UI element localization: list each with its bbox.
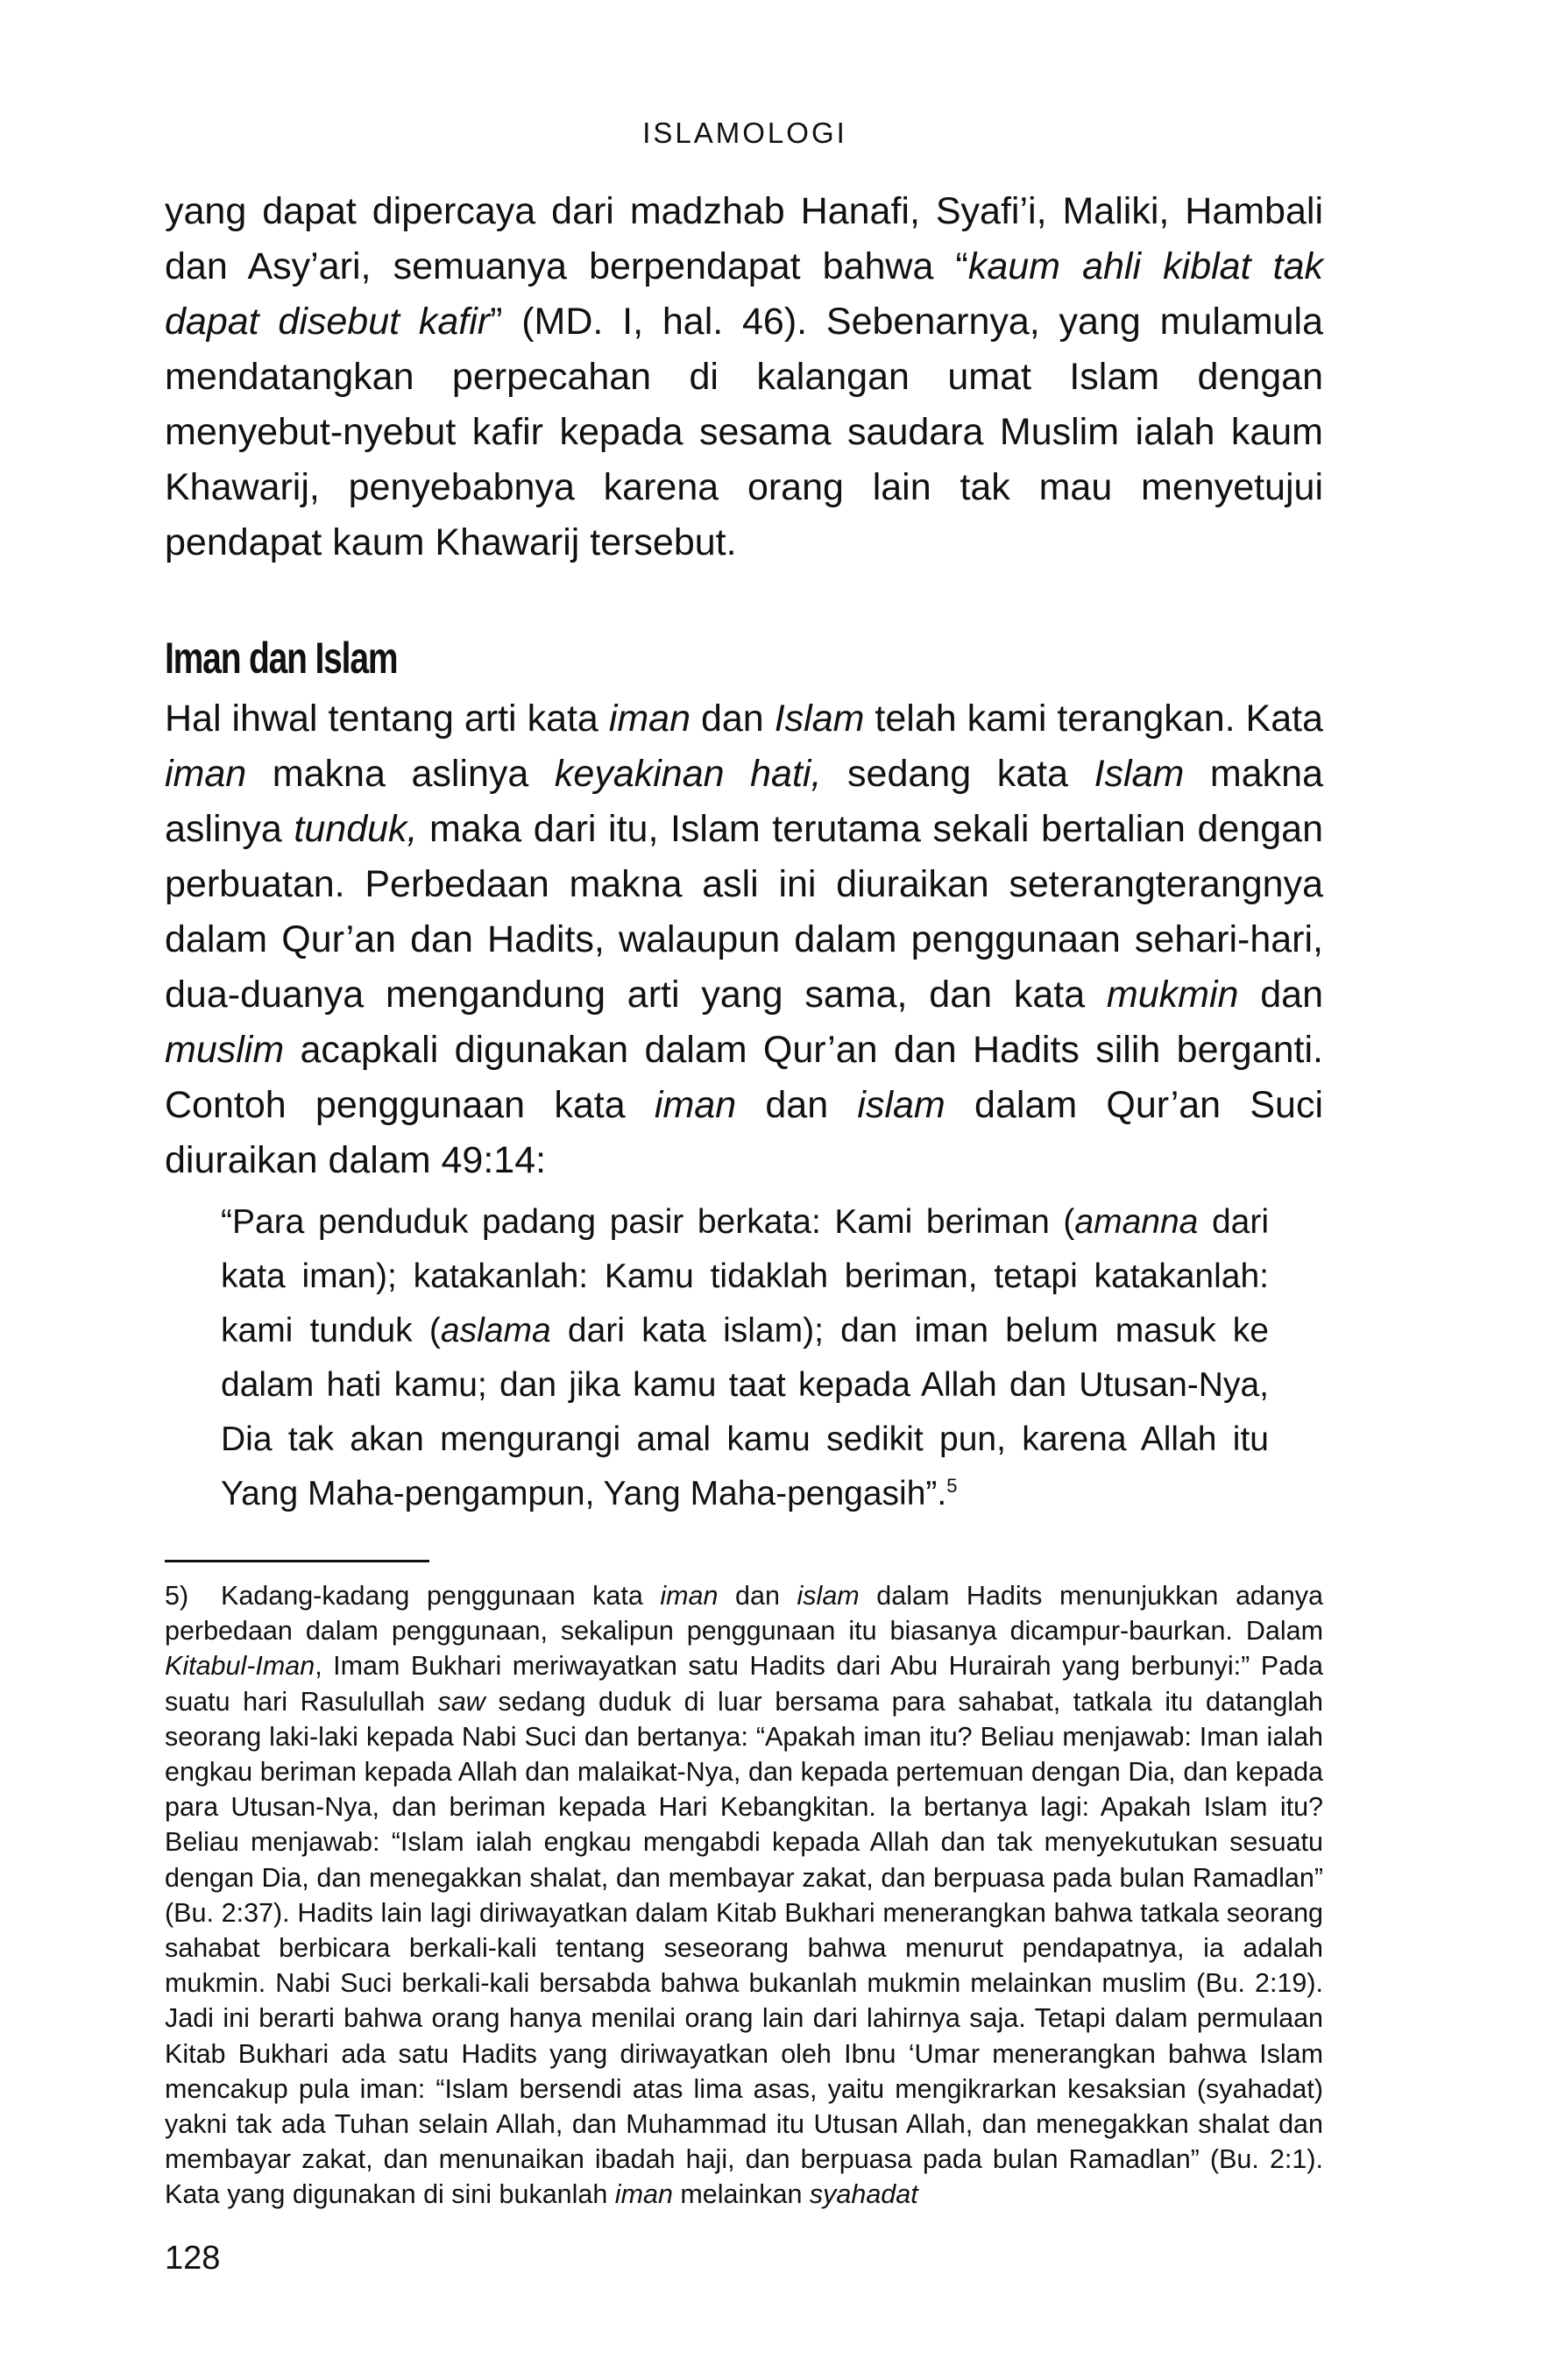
text-run: telah kami terangkan. Kata [864, 698, 1323, 740]
text-run: acapkali digunakan dalam Qur’an dan Hadits silih berganti. Contoh penggunaan kata [165, 1029, 1323, 1126]
footnote [165, 1578, 1323, 2213]
running-head: ISLAMOLOGI [642, 117, 847, 149]
quote-text [221, 1203, 1269, 1512]
text-run: sedang duduk di luar bersama para sahabat, tatkala itu datanglah seorang laki-laki kepada Nabi Suci dan bertanya: “Apakah iman itu? Beliau menjawab: Iman ialah engkau beriman kepada Allah dan malaikat-Nya, dan kepada pertemuan dengan Dia, dan kepada para Utusan-Nya, dan beriman kepada Hari Kebangkitan. Ia bertanya lagi: Apakah Islam itu? Beliau menjawab: “Islam ialah engkau mengabdi kepada Allah dan tak menyekutukan sesuatu dengan Dia, dan menegakkan shalat, dan membayar zakat, dan berpuasa pada bulan Ramadlan” (Bu. 2:37). Hadits lain lagi diriwayatkan dalam Kitab Bukhari menerangkan bahwa tatkala seorang sahabat berbicara berkali-kali tentang seseorang bahwa menurut pendapatnya, ia adalah mukmin. Nabi Suci berkali-kali bersabda bahwa bukanlah mukmin melainkan muslim (Bu. 2:19). Jadi ini berarti bahwa orang hanya menilai orang lain dari lahirnya saja. Tetapi dalam permulaan Kitab Bukhari ada satu Hadits yang diriwayatkan oleh Ibnu ‘Umar menerangkan bahwa Islam mencakup pula iman: “Islam bersendi atas lima asas, yaitu mengikrarkan kesaksian (syahadat) yakni tak ada Tuhan selain Allah, dan Muhammad itu Utusan Allah, dan menegakkan shalat dan membayar zakat, dan menunaikan ibadah haji, dan berpuasa pada bulan Ramadlan” (Bu. 2:1). Kata yang digunakan di sini bukanlah [165, 1686, 1323, 2210]
paragraph-iman-islam [165, 691, 1323, 1188]
italic-run: kaum ahli kiblat tak dapat disebut kafir [165, 245, 1323, 343]
text-run: Kadang-kadang penggunaan kata [221, 1581, 661, 1611]
italic-run: syahadat [809, 2179, 918, 2210]
italic-run: amanna [1074, 1203, 1199, 1241]
italic-run: Islam [774, 698, 865, 740]
quran-quote [221, 1195, 1269, 1521]
italic-run: iman [660, 1581, 719, 1611]
italic-run: aslama [440, 1312, 551, 1349]
text-run: Hal ihwal tentang arti kata [165, 698, 609, 740]
footnote-number: 5) [165, 1581, 189, 1611]
text-run: dari kata iman); katakanlah: Kamu tidaklah beriman, tetapi katakanlah: kami tunduk ( [221, 1203, 1269, 1349]
page-number: 128 [165, 2240, 221, 2277]
footnote-divider [165, 1560, 429, 1562]
italic-run: tunduk, [294, 808, 418, 850]
italic-run: iman [608, 698, 691, 740]
italic-run: Islam [1094, 753, 1185, 795]
text-run: melainkan [672, 2179, 810, 2210]
text-run: dalam Qur’an Suci diuraikan dalam 49:14: [165, 1084, 1323, 1181]
footnote-reference: 5 [946, 1475, 958, 1497]
italic-run: iman [654, 1084, 737, 1126]
section-heading: Iman dan Islam [165, 634, 398, 683]
text-run: sedang kata [821, 753, 1094, 795]
text-run: ” (MD. I, hal. 46). Sebenarnya, yang mulamula mendatangkan perpecahan di kalangan umat Islam dengan menyebut-nyebut kafir kepada sesama saudara Muslim ialah kaum Khawarij, penyebabnya karena orang lain tak mau menyetujui pendapat kaum Khawarij tersebut. [165, 301, 1323, 563]
footnote-text [165, 1581, 1323, 2209]
italic-run: saw [437, 1686, 485, 1717]
text-run: maka dari itu, Islam terutama sekali bertalian dengan perbuatan. Perbedaan makna asli ini diuraikan seterangterangnya dalam Qur’an dan Hadits, walaupun dalam penggunaan sehari-hari, dua-duanya mengandung arti yang sama, dan kata [165, 808, 1324, 1016]
italic-run: iman [165, 753, 247, 795]
text-run: dari kata islam); dan iman belum masuk ke dalam hati kamu; dan jika kamu taat kepada Allah dan Utusan-Nya, Dia tak akan mengurangi amal kamu sedikit pun, karena Allah itu Yang Maha-pengampun, Yang Maha-pengasih”. [221, 1312, 1269, 1512]
text-run: dan [691, 698, 775, 740]
text-run: makna aslinya [246, 753, 555, 795]
text-run: dalam Hadits menunjukkan adanya perbedaan dalam penggunaan, sekalipun penggunaan itu biasanya dicampur-baurkan. Dalam [165, 1581, 1324, 1647]
text-run: dan [1238, 974, 1324, 1016]
italic-run: keyakinan hati, [554, 753, 822, 795]
text-run: “Para penduduk padang pasir berkata: Kami beriman ( [221, 1203, 1075, 1241]
page-body [165, 184, 1323, 2213]
text-run: dan [718, 1581, 797, 1611]
text-run: makna aslinya [165, 753, 1323, 850]
italic-run: islam [857, 1084, 945, 1126]
paragraph-intro [165, 184, 1323, 570]
text-run: dan [736, 1084, 858, 1126]
text-run: yang dapat dipercaya dari madzhab Hanafi, Syafi’i, Maliki, Hambali dan Asy’ari, semuanya berpendapat bahwa “ [165, 190, 1323, 287]
italic-run: Kitabul-Iman [165, 1651, 315, 1682]
text-run: , Imam Bukhari meriwayatkan satu Hadits dari Abu Hurairah yang berbunyi:” Pada suatu hari Rasulullah [165, 1651, 1323, 1717]
italic-run: islam [797, 1581, 860, 1611]
italic-run: mukmin [1106, 974, 1239, 1016]
italic-run: iman [614, 2179, 673, 2210]
italic-run: muslim [165, 1029, 285, 1071]
